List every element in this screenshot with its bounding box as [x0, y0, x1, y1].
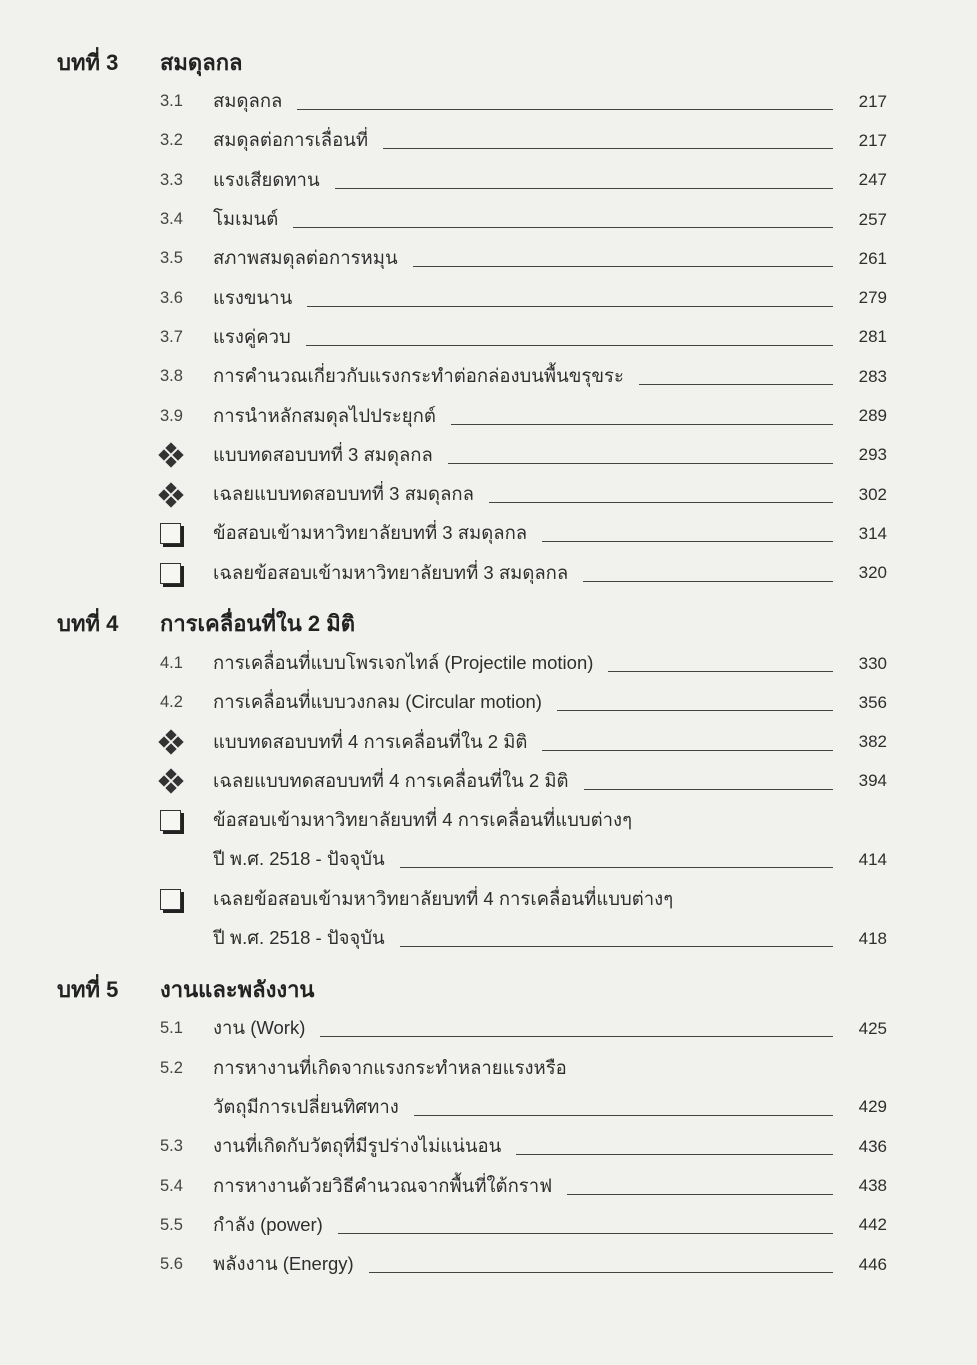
entry-title: การนำหลักสมดุลไปประยุกต์ [213, 404, 436, 426]
leader-line [369, 1272, 833, 1273]
leader-line [567, 1194, 833, 1195]
page-number: 425 [858, 1018, 887, 1038]
entry-title: ปี พ.ศ. 2518 - ปัจจุบัน [213, 848, 385, 870]
page-number: 429 [858, 1097, 887, 1117]
section-number: 3.9 [160, 406, 183, 425]
section-number: 5.6 [160, 1255, 183, 1274]
diamond-bullet-icon [160, 484, 213, 506]
toc-entry-continuation[interactable] [57, 840, 887, 879]
section-number: 5.5 [160, 1215, 183, 1234]
chapter-title: งานและพลังงาน [160, 976, 315, 1002]
diamond-bullet-icon [160, 731, 213, 753]
leader-line [584, 789, 833, 790]
section-number: 3.3 [160, 170, 183, 189]
toc-entry[interactable] [57, 436, 887, 475]
toc-entry[interactable] [57, 161, 887, 200]
page-number: 257 [858, 209, 887, 229]
toc-entry[interactable] [57, 801, 887, 840]
entry-title: งาน (Work) [213, 1017, 306, 1039]
box-bullet-icon [160, 563, 213, 584]
section-number: 4.2 [160, 693, 183, 712]
section-number: 3.2 [160, 131, 183, 150]
leader-line [293, 227, 833, 228]
page-number: 436 [858, 1136, 887, 1156]
page-number: 283 [858, 366, 887, 386]
leader-line [489, 502, 833, 503]
diamond-cluster [160, 731, 182, 753]
entry-title: โมเมนต์ [213, 208, 279, 230]
chapter-number: บทที่ 4 [57, 611, 119, 637]
chapter-number: บทที่ 5 [57, 976, 119, 1002]
leader-line [583, 581, 833, 582]
page-number: 261 [858, 248, 887, 268]
entry-title: แรงคู่ควบ [213, 325, 291, 347]
entry-title: ปี พ.ศ. 2518 - ปัจจุบัน [213, 927, 385, 949]
entry-title: การหางานด้วยวิธีคำนวณจากพื้นที่ใต้กราฟ [213, 1174, 553, 1196]
page-number: 446 [858, 1254, 887, 1274]
leader-line [639, 384, 833, 385]
page-number: 314 [858, 523, 887, 543]
chapter-title: สมดุลกล [160, 49, 243, 75]
toc-entry[interactable] [57, 722, 887, 761]
entry-title: สมดุลต่อการเลื่อนที่ [213, 129, 369, 151]
page-number: 414 [858, 849, 887, 869]
entry-title: การเคลื่อนที่แบบโพรเจกไทล์ (Projectile motion) [213, 652, 594, 673]
section-number: 3.5 [160, 249, 183, 268]
toc-entry-continuation[interactable] [57, 1088, 887, 1127]
toc-entry[interactable] [57, 762, 887, 801]
toc-entry[interactable] [57, 514, 887, 553]
toc-entry[interactable] [57, 1245, 887, 1284]
leader-line [608, 671, 833, 672]
diamond-cluster [160, 484, 182, 506]
table-of-contents [57, 42, 887, 1284]
box-bullet-icon [160, 523, 213, 544]
section-number: 3.1 [160, 92, 183, 111]
leader-line [335, 188, 833, 189]
toc-entry[interactable] [57, 1009, 887, 1048]
section-number: 3.4 [160, 210, 183, 229]
page-number: 247 [858, 170, 887, 190]
page-number: 330 [858, 653, 887, 673]
page-number: 289 [858, 406, 887, 426]
entry-title: แรงเสียดทาน [213, 168, 320, 190]
toc-entry[interactable] [57, 357, 887, 396]
diamond-cluster [160, 444, 182, 466]
entry-title: งานที่เกิดกับวัตถุที่มีรูปร่างไม่แน่นอน [213, 1135, 502, 1157]
section-number: 5.3 [160, 1137, 183, 1156]
toc-entry[interactable] [57, 475, 887, 514]
box-square [160, 810, 181, 831]
diamond-bullet-icon [160, 770, 213, 792]
toc-entry[interactable] [57, 121, 887, 160]
page-number: 320 [858, 563, 887, 583]
entry-title: แรงขนาน [213, 286, 293, 308]
entry-title: การเคลื่อนที่แบบวงกลม (Circular motion) [213, 691, 542, 713]
leader-line [338, 1233, 833, 1234]
toc-entry[interactable] [57, 278, 887, 317]
entry-title: ข้อสอบเข้ามหาวิทยาลัยบทที่ 3 สมดุลกล [213, 522, 528, 544]
diamond-bullet-icon [160, 444, 213, 466]
page-number: 293 [858, 445, 887, 465]
toc-entry[interactable] [57, 644, 887, 683]
leader-line [557, 710, 833, 711]
box-square [160, 523, 181, 544]
section-number: 5.4 [160, 1176, 183, 1195]
entry-title: เฉลยข้อสอบเข้ามหาวิทยาลัยบทที่ 4 การเคลื่อนที่แบบต่างๆ [213, 887, 674, 909]
chapter-heading [57, 969, 887, 1009]
leader-line [400, 867, 833, 868]
toc-entry[interactable] [57, 318, 887, 357]
leader-line [307, 306, 833, 307]
section-number: 3.8 [160, 367, 183, 386]
toc-entry[interactable] [57, 880, 887, 919]
section-number: 3.6 [160, 288, 183, 307]
page-number: 302 [858, 484, 887, 504]
section-number: 4.1 [160, 654, 183, 672]
box-square [160, 889, 181, 910]
page-number: 382 [858, 732, 887, 752]
entry-title: เฉลยข้อสอบเข้ามหาวิทยาลัยบทที่ 3 สมดุลกล [213, 561, 569, 583]
entry-title: กำลัง (power) [213, 1213, 323, 1235]
leader-line [306, 345, 833, 346]
toc-entry[interactable] [57, 1049, 887, 1088]
page-number: 418 [858, 928, 887, 948]
toc-entry[interactable] [57, 683, 887, 722]
toc-entry[interactable] [57, 1166, 887, 1205]
chapter-heading [57, 42, 887, 82]
box-bullet-icon [160, 810, 213, 831]
entry-title: สมดุลกล [213, 90, 283, 112]
box-square [160, 563, 181, 584]
chapter-title: การเคลื่อนที่ใน 2 มิติ [160, 611, 355, 637]
leader-line [542, 541, 833, 542]
entry-title: แบบทดสอบบทที่ 4 การเคลื่อนที่ใน 2 มิติ [213, 730, 528, 752]
entry-title: เฉลยแบบทดสอบบทที่ 4 การเคลื่อนที่ใน 2 มิติ [213, 769, 569, 791]
page-number: 442 [858, 1215, 887, 1235]
leader-line [383, 148, 833, 149]
page-number: 217 [858, 91, 887, 111]
toc-entry[interactable] [57, 239, 887, 278]
entry-title: แบบทดสอบบทที่ 3 สมดุลกล [213, 443, 433, 465]
diamond-cluster [160, 770, 182, 792]
toc-entry-continuation[interactable] [57, 919, 887, 958]
page-number: 279 [858, 288, 887, 308]
page-number: 438 [858, 1176, 887, 1196]
chapter-heading [57, 604, 887, 644]
section-number: 3.7 [160, 327, 183, 346]
leader-line [448, 463, 833, 464]
toc-entry[interactable] [57, 554, 887, 593]
page-number: 356 [858, 692, 887, 712]
entry-title: การหางานที่เกิดจากแรงกระทำหลายแรงหรือ [213, 1056, 567, 1078]
toc-entry[interactable] [57, 82, 887, 121]
leader-line [451, 424, 833, 425]
entry-title: วัตถุมีการเปลี่ยนทิศทาง [213, 1095, 399, 1117]
entry-title: การคำนวณเกี่ยวกับแรงกระทำต่อกล่องบนพื้นขรุขระ [213, 365, 624, 387]
page-number: 281 [858, 327, 887, 347]
toc-entry[interactable] [57, 1127, 887, 1166]
leader-line [297, 109, 833, 110]
leader-line [320, 1036, 833, 1037]
entry-title: ข้อสอบเข้ามหาวิทยาลัยบทที่ 4 การเคลื่อนที่แบบต่างๆ [213, 809, 633, 831]
chapter-number: บทที่ 3 [57, 49, 119, 75]
leader-line [516, 1154, 833, 1155]
section-number: 5.1 [160, 1019, 183, 1038]
page-number: 394 [858, 771, 887, 791]
box-bullet-icon [160, 889, 213, 910]
leader-line [414, 1115, 833, 1116]
entry-title: เฉลยแบบทดสอบบทที่ 3 สมดุลกล [213, 483, 474, 505]
entry-title: พลังงาน (Energy) [213, 1253, 354, 1275]
leader-line [413, 266, 833, 267]
leader-line [542, 750, 833, 751]
entry-title: สภาพสมดุลต่อการหมุน [213, 247, 398, 269]
section-number: 5.2 [160, 1058, 183, 1077]
leader-line [400, 946, 833, 947]
page-number: 217 [858, 130, 887, 150]
toc-entry[interactable] [57, 1206, 887, 1245]
toc-entry[interactable] [57, 200, 887, 239]
toc-entry[interactable] [57, 396, 887, 435]
